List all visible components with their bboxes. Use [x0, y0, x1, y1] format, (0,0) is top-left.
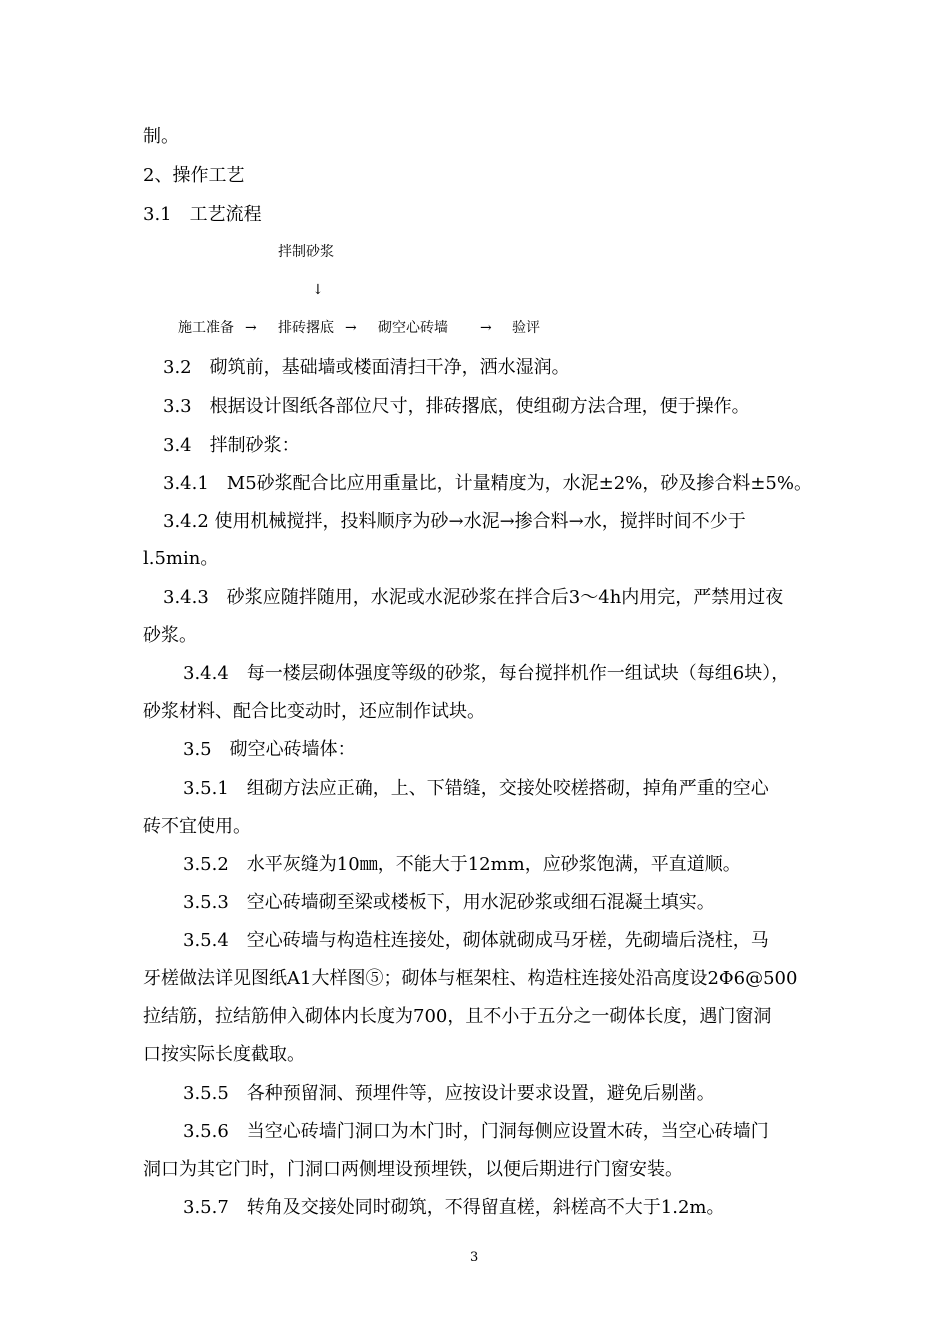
flow-step: 施工准备: [178, 320, 234, 336]
right-arrow-icon: →: [245, 320, 257, 336]
paragraph-line: 3.4.3 砂浆应随拌随用，水泥或水泥砂浆在拌合后3～4h内用完，严禁用过夜: [163, 587, 784, 608]
paragraph-line: 口按实际长度截取。: [143, 1044, 305, 1065]
section-heading: 2、操作工艺: [143, 165, 245, 186]
subsection-heading: 3.1 工艺流程: [143, 204, 262, 225]
paragraph-line: 3.5.3 空心砖墙砌至梁或楼板下，用水泥砂浆或细石混凝土填实。: [183, 892, 715, 913]
paragraph-line: 制。: [143, 126, 179, 147]
down-arrow-icon: ↓: [312, 282, 324, 298]
paragraph-line: 3.4.4 每一楼层砌体强度等级的砂浆，每台搅拌机作一组试块（每组6块），: [183, 663, 790, 684]
paragraph-line: 砖不宜使用。: [143, 816, 251, 837]
right-arrow-icon: →: [480, 320, 492, 336]
paragraph-line: 拉结筋，拉结筋伸入砌体内长度为700，且不小于五分之一砌体长度，遇门窗洞: [143, 1006, 772, 1027]
paragraph-line: 3.5.1 组砌方法应正确，上、下错缝，交接处咬槎搭砌，掉角严重的空心: [183, 778, 769, 799]
flow-step: 砌空心砖墙: [378, 320, 448, 336]
flow-step: 验评: [512, 320, 540, 336]
flow-step: 排砖撂底: [278, 320, 334, 336]
flow-top-label: 拌制砂浆: [278, 244, 334, 260]
right-arrow-icon: →: [345, 320, 357, 336]
paragraph-line: 3.5.5 各种预留洞、预埋件等，应按设计要求设置，避免后剔凿。: [183, 1083, 715, 1104]
paragraph-line: 3.5.2 水平灰缝为10㎜，不能大于12mm，应砂浆饱满，平直道顺。: [183, 854, 741, 875]
paragraph-line: 牙槎做法详见图纸A1大样图⑤；砌体与框架柱、构造柱连接处沿高度设2Φ6@500: [143, 968, 798, 989]
paragraph-line: 3.2 砌筑前，基础墙或楼面清扫干净，洒水湿润。: [163, 357, 570, 378]
paragraph-line: 砂浆。: [143, 625, 197, 646]
paragraph-line: 洞口为其它门时，门洞口两侧埋设预埋铁，以便后期进行门窗安装。: [143, 1159, 683, 1180]
paragraph-line: 3.5.6 当空心砖墙门洞口为木门时，门洞每侧应设置木砖，当空心砖墙门: [183, 1121, 769, 1142]
paragraph-line: 3.5.7 转角及交接处同时砌筑，不得留直槎，斜槎高不大于1.2m。: [183, 1197, 725, 1218]
paragraph-line: 3.3 根据设计图纸各部位尺寸，排砖撂底，使组砌方法合理，便于操作。: [163, 396, 750, 417]
paragraph-line: 砂浆材料、配合比变动时，还应制作试块。: [143, 701, 485, 722]
paragraph-line: 3.4 拌制砂浆：: [163, 435, 300, 456]
paragraph-line: 3.4.1 M5砂浆配合比应用重量比，计量精度为，水泥±2%，砂及掺合料±5%。: [163, 473, 812, 494]
paragraph-line: 3.5 砌空心砖墙体：: [183, 739, 356, 760]
paragraph-line: l.5min。: [143, 548, 219, 569]
page-number: 3: [470, 1250, 479, 1265]
paragraph-line: 3.5.4 空心砖墙与构造柱连接处，砌体就砌成马牙槎，先砌墙后浇柱，马: [183, 930, 769, 951]
paragraph-line: 3.4.2 使用机械搅拌，投料顺序为砂→水泥→掺合料→水，搅拌时间不少于: [163, 511, 746, 532]
